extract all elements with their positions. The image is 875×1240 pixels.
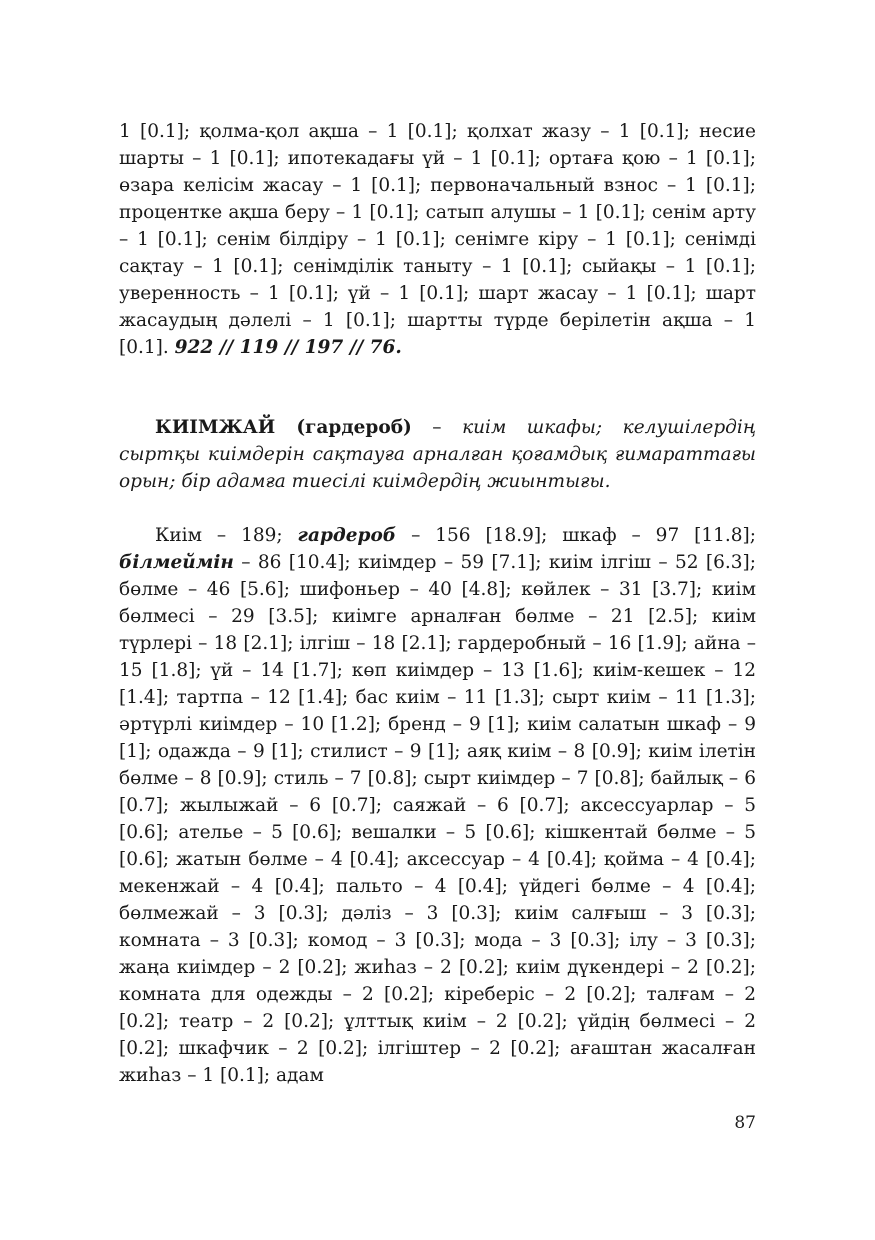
entry-definition: киім шкафы; келушілердің сыртқы киімдерін сақтауға арналған қоғамдық ғимараттағы орын; бір адамға тиесілі киімдердің жиынтығы.: [119, 417, 756, 492]
highlighted-response-1: гардероб: [297, 525, 397, 546]
responses-paragraph: [119, 522, 756, 1089]
highlighted-response-2: білмеймін: [119, 552, 234, 573]
responses-text-2: – 156 [18.9]; шкаф – 97 [11.8];: [396, 525, 757, 546]
responses-text-1: Киім – 189;: [155, 525, 298, 546]
responses-text-3: – 86 [10.4]; киімдер – 59 [7.1]; киім ілгіш – 52 [6.3]; бөлме – 46 [5.6]; шифоньер – 40 [4.8]; көйлек – 31 [3.7]; киім бөлмесі – 29 [3.5]; киімге арналған бөлме – 21 [2.5]; киім түрлері – 18 [2.1]; ілгіш – 18 [2.1]; гардеробный – 16 [1.9]; айна – 15 [1.8]; үй – 14 [1.7]; көп киімдер – 13 [1.6]; киім-кешек – 12 [1.4]; тартпа – 12 [1.4]; бас киім – 11 [1.3]; сырт киім – 11 [1.3]; әртүрлі киімдер – 10 [1.2]; бренд – 9 [1]; киім салатын шкаф – 9 [1]; одажда – 9 [1]; стилист – 9 [1]; аяқ киім – 8 [0.9]; киім ілетін бөлме – 8 [0.9]; стиль – 7 [0.8]; сырт киімдер – 7 [0.8]; байлық – 6 [0.7]; жылыжай – 6 [0.7]; саяжай – 6 [0.7]; аксессуарлар – 5 [0.6]; ателье – 5 [0.6]; вешалки – 5 [0.6]; кішкентай бөлме – 5 [0.6]; жатын бөлме – 4 [0.4]; аксессуар – 4 [0.4]; қойма – 4 [0.4]; мекенжай – 4 [0.4]; пальто – 4 [0.4]; үйдегі бөлме – 4 [0.4]; бөлмежай – 3 [0.3]; дәліз – 3 [0.3]; киім салғыш – 3 [0.3]; комната – 3 [0.3]; комод – 3 [0.3]; мода – 3 [0.3]; ілу – 3 [0.3]; жаңа киімдер – 2 [0.2]; жиһаз – 2 [0.2]; киім дүкендері – 2 [0.2]; комната для одежды – 2 [0.2]; кіреберіс – 2 [0.2]; талғам – 2 [0.2]; театр – 2 [0.2]; ұлттық киім – 2 [0.2]; үйдің бөлмесі – 2 [0.2]; шкафчик – 2 [0.2]; ілгіштер – 2 [0.2]; ағаштан жасалған жиһаз – 1 [0.1]; адам: [119, 552, 756, 1086]
continuation-paragraph: [119, 118, 756, 361]
entry-definition-paragraph: [119, 414, 756, 495]
page-number: 87: [734, 1113, 756, 1133]
entry-headword: КИІМЖАЙ (гардероб): [155, 417, 412, 438]
continuation-text: 1 [0.1]; қолма-қол ақша – 1 [0.1]; қолхат жазу – 1 [0.1]; несие шарты – 1 [0.1]; ипотекадағы үй – 1 [0.1]; ортаға қою – 1 [0.1]; өзара келісім жасау – 1 [0.1]; первоначальный взнос – 1 [0.1]; процентке ақша беру – 1 [0.1]; сатып алушы – 1 [0.1]; сенім арту – 1 [0.1]; сенім білдіру – 1 [0.1]; сенімге кіру – 1 [0.1]; сенімді сақтау – 1 [0.1]; сенімділік таныту – 1 [0.1]; сыйақы – 1 [0.1]; уверенность – 1 [0.1]; үй – 1 [0.1]; шарт жасау – 1 [0.1]; шарт жасаудың дәлелі – 1 [0.1]; шартты түрде берілетін ақша – 1 [0.1].: [119, 121, 756, 358]
response-statistics: 922 // 119 // 197 // 76.: [174, 337, 402, 358]
entry-dash: –: [411, 417, 463, 438]
page-body: [119, 118, 756, 1089]
